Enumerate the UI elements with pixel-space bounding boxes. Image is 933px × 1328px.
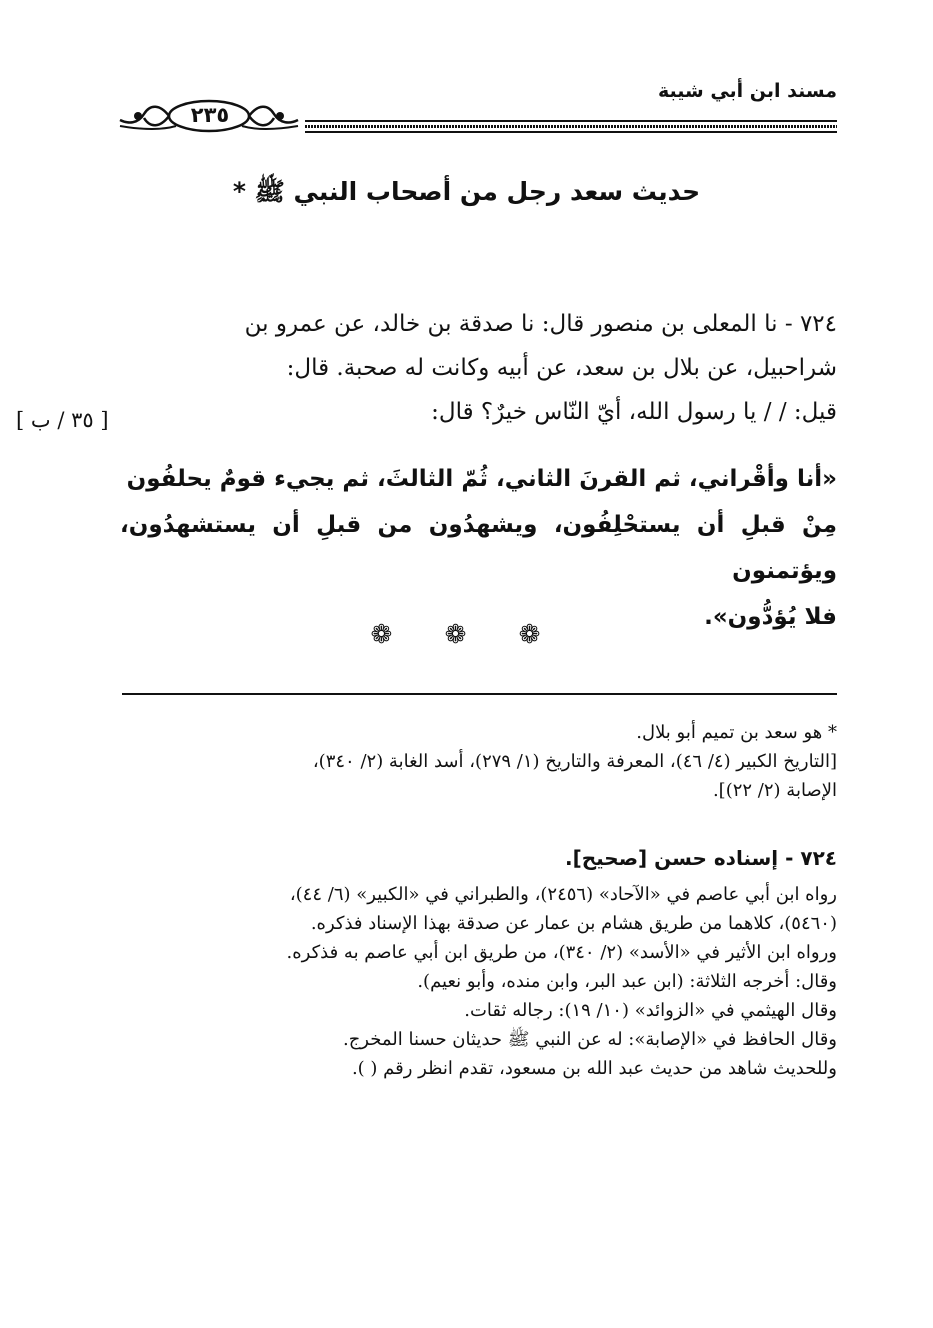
matn-line: مِنْ قبلِ أن يستحْلِفُون، ويشهدُون من قبلِ أن يستشهدُون، ويؤتمنون (120, 512, 837, 584)
footnote-724 (120, 880, 837, 1083)
footnote-line: رواه ابن أبي عاصم في «الآحاد» (٢٤٥٦)، والطبراني في «الكبير» (٦/ ٤٤)، (289, 884, 837, 905)
footnote-line: وقال الهيثمي في «الزوائد» (١٠/ ١٩): رجاله ثقات. (464, 1000, 837, 1021)
hadith-isnad (120, 302, 837, 434)
manuscript-folio-ref: [ ٣٥ / ب ] (16, 408, 109, 432)
matn-line: «أنا وأقْراني، ثم القرنَ الثاني، ثُمّ الثالثَ، ثم يجيء قومٌ يحلفُون (126, 466, 837, 492)
footnote-line: ورواه ابن الأثير في «الأسد» (٢/ ٣٤٠)، من طريق ابن أبي عاصم به فذكره. (286, 942, 837, 963)
isnad-line: قيل: / / يا رسول الله، أيّ النّاس خيرٌ؟ قال: (431, 399, 837, 425)
footnote-line: (٥٤٦٠)، كلاهما من طريق هشام بن عمار عن صدقة بهذا الإسناد فذكره. (310, 913, 837, 934)
isnad-line: شراحبيل، عن بلال بن سعد، عن أبيه وكانت له صحبة. قال: (286, 355, 837, 381)
footnote-724-heading: ٧٢٤ - إسناده حسن [صحيح]. (564, 846, 837, 870)
header-rule (305, 120, 837, 134)
page-number: ٢٣٥ (190, 103, 230, 127)
footnote-rule (122, 693, 837, 695)
footnote-line: * هو سعد بن تميم أبو بلال. (636, 722, 837, 743)
footnote-line: وللحديث شاهد من حديث عبد الله بن مسعود، تقدم انظر رقم ( ). (351, 1058, 837, 1079)
footnote-line: [التاريخ الكبير (٤/ ٤٦)، المعرفة والتاريخ (١/ ٢٧٩)، أسد الغابة (٢/ ٣٤٠)، (312, 751, 837, 772)
footnote-line: وقال: أخرجه الثلاثة: (ابن عبد البر، وابن منده، وأبو نعيم). (417, 971, 837, 992)
section-separator: ❁ ❁ ❁ (370, 620, 563, 650)
footnote-star (120, 718, 837, 805)
running-header-title: مسند ابن أبي شيبة (657, 80, 837, 102)
footnote-line: الإصابة (٢/ ٢٢)]. (712, 780, 837, 801)
chapter-title: حديث سعد رجل من أصحاب النبي ﷺ * (232, 177, 701, 206)
footnote-line: وقال الحافظ في «الإصابة»: له عن النبي ﷺ حديثان حسنا المخرج. (342, 1029, 837, 1050)
hadith-matn (120, 456, 837, 640)
isnad-line: ٧٢٤ - نا المعلى بن منصور قال: نا صدقة بن خالد، عن عمرو بن (244, 311, 837, 337)
matn-line: فلا يُؤدُّون». (704, 604, 837, 630)
